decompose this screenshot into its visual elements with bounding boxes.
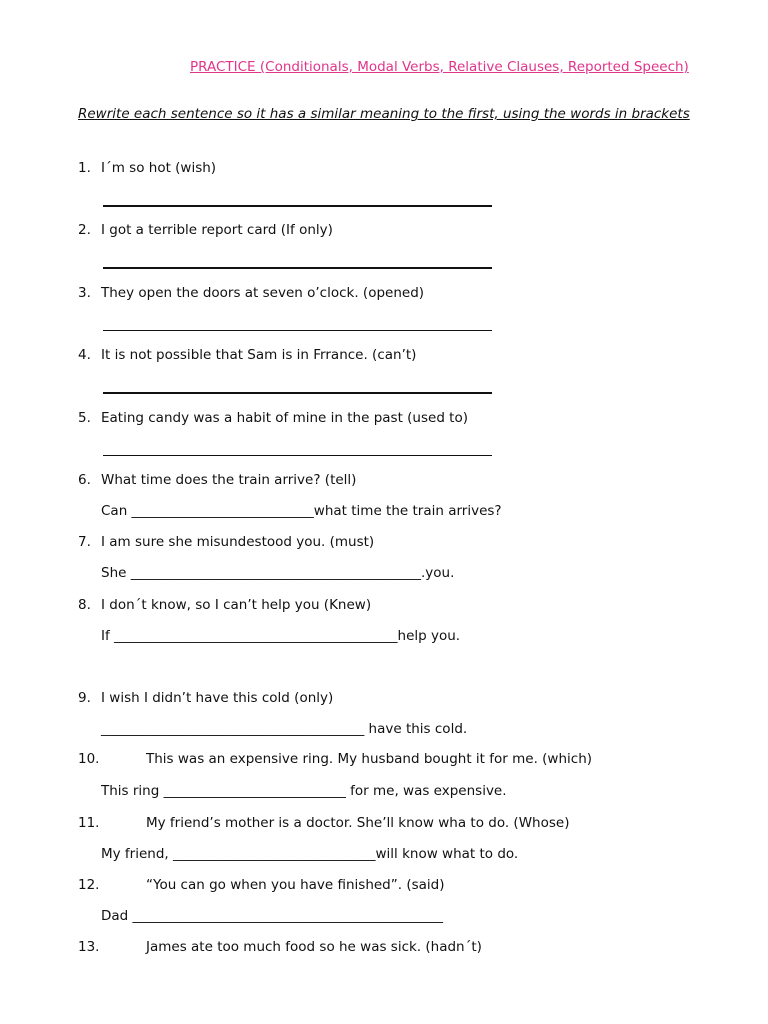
answer-line-1[interactable] [103, 205, 492, 207]
answer-line-4[interactable] [103, 392, 492, 394]
answer-prompt-6[interactable]: Can ___________________________what time the train arrives? [101, 503, 502, 519]
question-number: 9. [78, 690, 91, 706]
question-number: 10. [78, 751, 100, 767]
question-number: 7. [78, 534, 91, 550]
question-number: 4. [78, 347, 91, 363]
question-text: James ate too much food so he was sick. (hadn´t) [146, 939, 482, 955]
question-text: What time does the train arrive? (tell) [101, 472, 357, 488]
question-number: 12. [78, 877, 100, 893]
question-text: I am sure she misundestood you. (must) [101, 534, 375, 550]
answer-prompt-12[interactable]: Dad ______________________________________________ [101, 908, 444, 924]
question-text: This was an expensive ring. My husband bought it for me. (which) [146, 751, 593, 767]
answer-prompt-8[interactable]: If __________________________________________help you. [101, 628, 461, 644]
question-number: 3. [78, 285, 91, 301]
answer-line-3[interactable] [103, 330, 492, 331]
answer-prompt-10[interactable]: This ring ___________________________ for me, was expensive. [101, 783, 507, 799]
question-text: Eating candy was a habit of mine in the past (used to) [101, 410, 469, 426]
question-number: 11. [78, 815, 100, 831]
question-text: I don´t know, so I can’t help you (Knew) [101, 597, 372, 613]
question-text: They open the doors at seven o’clock. (opened) [101, 285, 425, 301]
question-text: “You can go when you have finished”. (said) [146, 877, 445, 893]
question-text: I got a terrible report card (If only) [101, 222, 333, 238]
answer-prompt-11[interactable]: My friend, ______________________________will know what to do. [101, 846, 519, 862]
question-number: 1. [78, 160, 91, 176]
question-number: 2. [78, 222, 91, 238]
instructions: Rewrite each sentence so it has a similar meaning to the first, using the words in brackets [78, 106, 690, 122]
answer-line-5[interactable] [103, 455, 492, 456]
question-text: It is not possible that Sam is in Frrance. (can’t) [101, 347, 417, 363]
answer-prompt-9[interactable]: _______________________________________ have this cold. [101, 721, 468, 737]
question-text: My friend’s mother is a doctor. She’ll know wha to do. (Whose) [146, 815, 570, 831]
question-text: I wish I didn’t have this cold (only) [101, 690, 334, 706]
question-text: I´m so hot (wish) [101, 160, 217, 176]
answer-line-2[interactable] [103, 267, 492, 269]
question-number: 5. [78, 410, 91, 426]
question-number: 13. [78, 939, 100, 955]
answer-prompt-7[interactable]: She ___________________________________________.you. [101, 565, 455, 581]
page-title: PRACTICE (Conditionals, Modal Verbs, Relative Clauses, Reported Speech) [190, 59, 689, 75]
question-number: 6. [78, 472, 91, 488]
question-number: 8. [78, 597, 91, 613]
